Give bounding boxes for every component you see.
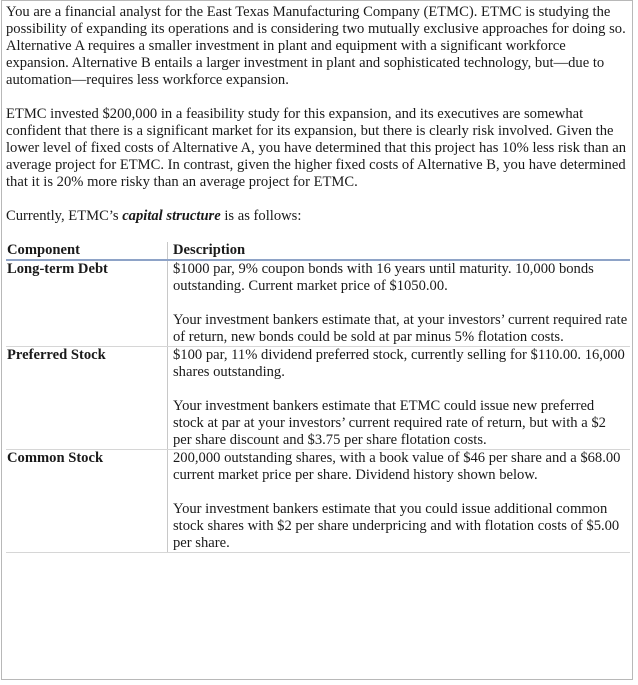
description-text: $100 par, 11% dividend preferred stock, currently selling for $110.00. 16,000 shares outstanding. [173,347,625,380]
table-row-common-stock [6,450,630,553]
capital-structure-table [6,242,630,553]
header-component: Component [6,242,168,260]
description-text: 200,000 outstanding shares, with a book value of $46 per share and a $68.00 current market price per share. Dividend history shown below. [173,450,621,483]
component-cell: Common Stock [6,450,168,553]
paragraph-background: You are a financial analyst for the East Texas Manufacturing Company (ETMC). ETMC is studying the possibility of expanding its operations and is considering two mutually exclusive approaches for doing so. Alternative A requires a smaller investment in plant and equipment with a significant workforce expansion. Alternative B entails a larger investment in plant and sophisticated technology, but—due to automation—requires less workforce expansion. [6,4,626,88]
table-row-preferred-stock [6,347,630,450]
component-cell: Long-term Debt [6,260,168,347]
table-header-row [6,242,630,260]
header-description: Description [168,242,631,260]
capital-structure-intro [6,208,628,225]
description-cell [168,260,631,347]
description-cell [168,347,631,450]
description-text: Your investment bankers estimate that ETMC could issue new preferred stock at par at your investors’ current required rate of return, but with a $2 per share discount and $3.75 per share flotation costs. [173,398,606,448]
document-page [1,0,633,680]
table-row-long-term-debt [6,260,630,347]
description-text: $1000 par, 9% coupon bonds with 16 years until maturity. 10,000 bonds outstanding. Current market price of $1050.00. [173,261,594,294]
description-cell [168,450,631,553]
description-text: Your investment bankers estimate that you could issue additional common stock shares with $2 per share underpricing and with flotation costs of $5.00 per share. [173,501,620,551]
component-cell: Preferred Stock [6,347,168,450]
paragraph-risk: ETMC invested $200,000 in a feasibility study for this expansion, and its executives are somewhat confident that there is a significant market for its expansion, but there is clearly risk involved. Given the lower level of fixed costs of Alternative A, you have determined that this project has 10% less risk than an average project for ETMC. In contrast, given the higher fixed costs of Alternative B, you have determined that it is 20% more risky than an average project for ETMC. [6,106,627,190]
intro-text-before: Currently, ETMC’s [6,208,123,224]
description-text: Your investment bankers estimate that, at your investors’ current required rate of return, new bonds could be sold at par minus 5% flotation costs. [173,312,628,345]
intro-emphasis: capital structure [122,208,221,224]
intro-text-after: is as follows: [220,208,302,224]
